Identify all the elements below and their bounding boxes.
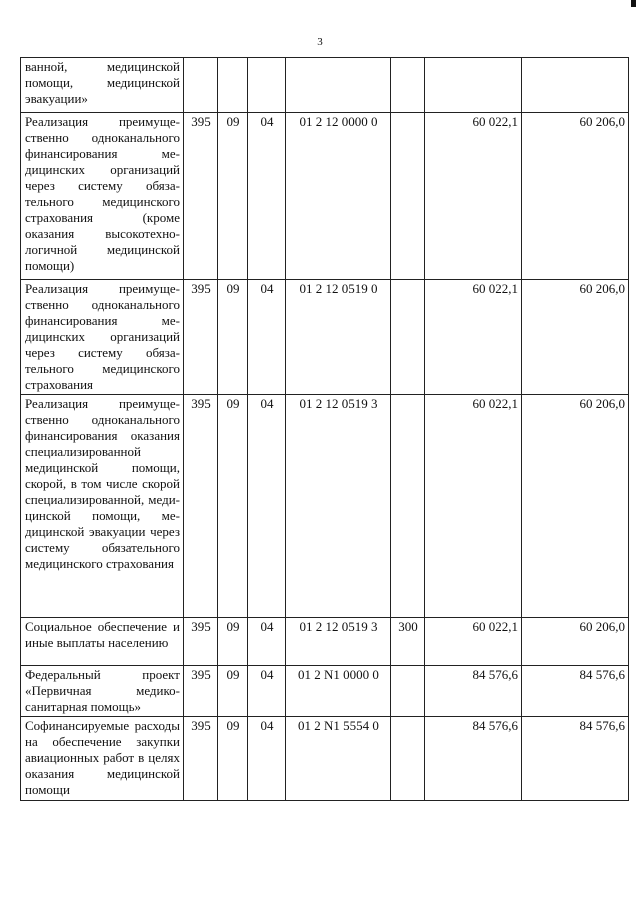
- row-name-cell: Софинансируемые расходы на обеспечение закупки авиационных работ в целях оказания медицинской помощи: [21, 717, 184, 801]
- grbs-code-cell: 395: [184, 618, 218, 666]
- target-item-code-cell: 01 2 12 0519 3: [286, 618, 391, 666]
- row-name-cell: Реализация преимущественно одноканального финансирования медицинских организаций через систему обязательного медицинского страхования (кроме оказания высокотехнологичной медицинской помощи): [21, 113, 184, 280]
- amount-year-2-cell: 60 206,0: [522, 280, 629, 395]
- row-name-cell: Реализация преимущественно одноканального финансирования оказания специализированной медицинской помощи, скорой, в том числе скорой специализированной, медицинской помощи, медицинской эвакуации через систему обязательного медицинского страхования: [21, 395, 184, 618]
- grbs-code-cell: 395: [184, 717, 218, 801]
- amount-year-2-cell: [522, 58, 629, 113]
- target-item-code-cell: [286, 58, 391, 113]
- expense-type-code-cell: [391, 280, 425, 395]
- amount-year-1-cell: 84 576,6: [425, 717, 522, 801]
- page-number: 3: [317, 36, 323, 48]
- budget-table: [20, 57, 629, 801]
- amount-year-2-cell: 60 206,0: [522, 618, 629, 666]
- subsection-code-cell: [248, 58, 286, 113]
- section-code-cell: 09: [218, 395, 248, 618]
- expense-type-code-cell: [391, 666, 425, 717]
- table-body: [21, 58, 629, 801]
- amount-year-1-cell: 84 576,6: [425, 666, 522, 717]
- grbs-code-cell: 395: [184, 113, 218, 280]
- subsection-code-cell: 04: [248, 280, 286, 395]
- amount-year-2-cell: 84 576,6: [522, 717, 629, 801]
- corner-mark: [631, 0, 636, 7]
- expense-type-code-cell: [391, 395, 425, 618]
- target-item-code-cell: 01 2 12 0519 0: [286, 280, 391, 395]
- amount-year-1-cell: 60 022,1: [425, 113, 522, 280]
- amount-year-2-cell: 60 206,0: [522, 395, 629, 618]
- table-row: [21, 280, 629, 395]
- section-code-cell: [218, 58, 248, 113]
- section-code-cell: 09: [218, 280, 248, 395]
- subsection-code-cell: 04: [248, 113, 286, 280]
- subsection-code-cell: 04: [248, 395, 286, 618]
- target-item-code-cell: 01 2 N1 0000 0: [286, 666, 391, 717]
- table-row: [21, 717, 629, 801]
- section-code-cell: 09: [218, 113, 248, 280]
- table-row: [21, 58, 629, 113]
- amount-year-2-cell: 60 206,0: [522, 113, 629, 280]
- amount-year-1-cell: 60 022,1: [425, 280, 522, 395]
- table-row: [21, 113, 629, 280]
- target-item-code-cell: 01 2 N1 5554 0: [286, 717, 391, 801]
- row-name-cell: Федеральный проект «Первичная медико-санитарная помощь»: [21, 666, 184, 717]
- row-name-cell: Реализация преимущественно одноканального финансирования медицинских организаций через систему обязательного медицинского страхования: [21, 280, 184, 395]
- expense-type-code-cell: 300: [391, 618, 425, 666]
- table-row: [21, 618, 629, 666]
- table-row: [21, 666, 629, 717]
- subsection-code-cell: 04: [248, 666, 286, 717]
- target-item-code-cell: 01 2 12 0519 3: [286, 395, 391, 618]
- expense-type-code-cell: [391, 58, 425, 113]
- grbs-code-cell: 395: [184, 395, 218, 618]
- row-name-cell: ванной, медицинской помощи, медицинской эвакуации»: [21, 58, 184, 113]
- table-row: [21, 395, 629, 618]
- expense-type-code-cell: [391, 717, 425, 801]
- amount-year-1-cell: 60 022,1: [425, 395, 522, 618]
- target-item-code-cell: 01 2 12 0000 0: [286, 113, 391, 280]
- section-code-cell: 09: [218, 717, 248, 801]
- grbs-code-cell: 395: [184, 280, 218, 395]
- grbs-code-cell: 395: [184, 666, 218, 717]
- expense-type-code-cell: [391, 113, 425, 280]
- section-code-cell: 09: [218, 666, 248, 717]
- row-name-cell: Социальное обеспечение и иные выплаты населению: [21, 618, 184, 666]
- amount-year-1-cell: 60 022,1: [425, 618, 522, 666]
- section-code-cell: 09: [218, 618, 248, 666]
- grbs-code-cell: [184, 58, 218, 113]
- subsection-code-cell: 04: [248, 618, 286, 666]
- amount-year-1-cell: [425, 58, 522, 113]
- amount-year-2-cell: 84 576,6: [522, 666, 629, 717]
- subsection-code-cell: 04: [248, 717, 286, 801]
